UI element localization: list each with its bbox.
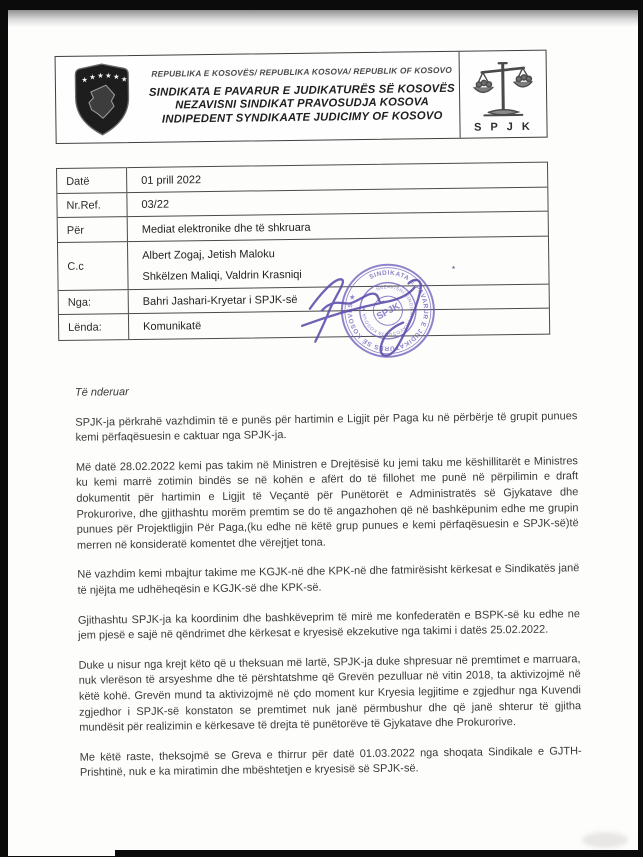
- paragraph: Me këtë raste, theksojmë se Greva e thirrur për datë 01.03.2022 nga shoqata Sindikale e GJTH-Prishtinë, nuk e ka miratimin dhe mbështetjen e kryesisë së SPJK-së.: [79, 744, 582, 780]
- kosovo-shield-logo: [56, 56, 150, 143]
- republic-line: REPUBLIKA E KOSOVËS/ REPUBLIKA KOSOVA/ REPUBLIK OF KOSOVO: [151, 64, 453, 79]
- row-label: Nga:: [59, 290, 129, 314]
- spjk-label: S P J K: [474, 120, 533, 134]
- svg-text:★: ★: [89, 72, 97, 82]
- document-meta-table: [56, 162, 550, 341]
- salutation: Të nderuar: [74, 386, 129, 399]
- stamp-inner-ring-text: NEZAVISNI SINDIKAT PRAVOSUDJA KOSOVA ★: [361, 284, 415, 338]
- table-row: [59, 309, 549, 340]
- org-name-english: INDIPEDENT SYNDIKAATE JUDICIMY OF KOSOVO: [161, 109, 443, 126]
- stamp-center-text: SPJK: [374, 300, 402, 323]
- scales-of-justice-icon: [470, 59, 537, 122]
- paragraph: Më datë 28.02.2022 kemi pas takim në Ministren e Drejtësisë ku jemi taku me këshillitarët e Ministres ku kemi marrë zotimin bindës se në kohën e afërt do të fillohet me punë në përpilimin e draft dokumentit për hartimin e Ligjit të Veçantë për Punëtorët e Administratës së Gjykatave dhe Prokurorive, dhe gjithashtu morëm premtim se do të angazhohen që në bashkëpunim edhe me grupin punues për Projektligjin Për Paga,(ku edhe në këtë grup punues e kemi përfaqësuesin e SPJK-së)të merren në konsideratë komentet dhe vërejtjet tona.: [75, 455, 579, 552]
- stamp-outer-ring-text: SINDIKATA E PAVARUR E JUDIKATURËS SË KOSOVËS ★: [346, 269, 429, 352]
- cc-line2: Shkëlzen Maliqi, Valdrin Krasniqi: [142, 268, 302, 283]
- svg-text:★: ★: [113, 72, 121, 82]
- paragraph: SPJK-ja përkrahë vazhdimin të e punës për hartimin e Ligjit për Paga ku në përbërje të grupit punues kemi përfaqësuesin e caktuar nga SPJK-ja.: [75, 409, 578, 444]
- svg-text:★: ★: [97, 70, 105, 81]
- row-label: Nr.Ref.: [57, 193, 127, 217]
- recipient-value: Mediat elektronike dhe të shkruara: [141, 221, 311, 236]
- table-row: [58, 237, 549, 291]
- date-value: 01 prill 2022: [141, 173, 202, 187]
- cc-line1: Albert Zogaj, Jetish Maloku: [142, 247, 275, 262]
- scan-bottom-edge: [115, 850, 643, 856]
- paragraph: Gjithashtu SPJK-ja ka koordinim dhe bashkëveprim të mirë me konfederatën e BSPK-së ku edhe ne jem pjesë e sajë në qëndrimet dhe kërkesat e kryesisë ekzekutive nga takimi i datës 25.02.2022.: [77, 607, 580, 642]
- row-label: C.c: [58, 242, 129, 290]
- row-value: [129, 309, 549, 339]
- letterhead: [55, 50, 548, 144]
- paragraph: Në vazhdim kemi mbajtur takime me KGJK-në dhe KPK-në dhe fatmirësisht kërkesat e Sindikatës janë të njëjta me udhëheqësin e KGJK-së dhe KPK-së.: [77, 562, 580, 597]
- org-name-serbian: NEZAVISNI SINDIKAT PRAVOSUDJA KOSOVA: [175, 96, 430, 112]
- kosovo-shield-icon: [69, 61, 136, 138]
- row-label: Datë: [57, 168, 127, 193]
- paragraph: Duke u nisur nga krejt këto që u theksuan më lartë, SPJK-ja duke shpresuar në premtimet e marruara, nuk vlerëson të arsyeshme dhe të përshtatshme që Grevën pezulluar në vitin 2018, ta aktivizojmë në këtë kohë. Grevën mund ta aktivizojmë në çdo moment kur Kryesia legjitime e zgjedhur nga Kuvendi zgjedhor i SPJK-së konstaton se premtimet nuk janë përmbushur dhe që janë shterur të gjitha mundësit për realizimin e kërkesave të drejta të punëtorëve të Gjykatave dhe Prokurorive.: [78, 652, 582, 734]
- pen-mark: ٭: [451, 262, 456, 272]
- letterhead-text: [148, 52, 459, 142]
- letter-body: [75, 379, 582, 795]
- subject-value: Komunikatë: [143, 320, 202, 333]
- row-label: Lënda:: [59, 314, 129, 340]
- sender-value: Bahri Jashari-Kryetar i SPJK-së: [142, 293, 298, 308]
- svg-text:★: ★: [105, 70, 113, 80]
- row-value: [128, 237, 549, 289]
- svg-text:★: ★: [81, 75, 89, 85]
- ref-value: 03/22: [141, 198, 170, 211]
- spjk-logo-cell: [458, 51, 546, 138]
- org-name-albanian: SINDIKATA E PAVARUR E JUDIKATURËS SË KOSOVËS: [148, 82, 455, 99]
- svg-text:★: ★: [121, 74, 129, 84]
- row-label: Për: [58, 217, 128, 242]
